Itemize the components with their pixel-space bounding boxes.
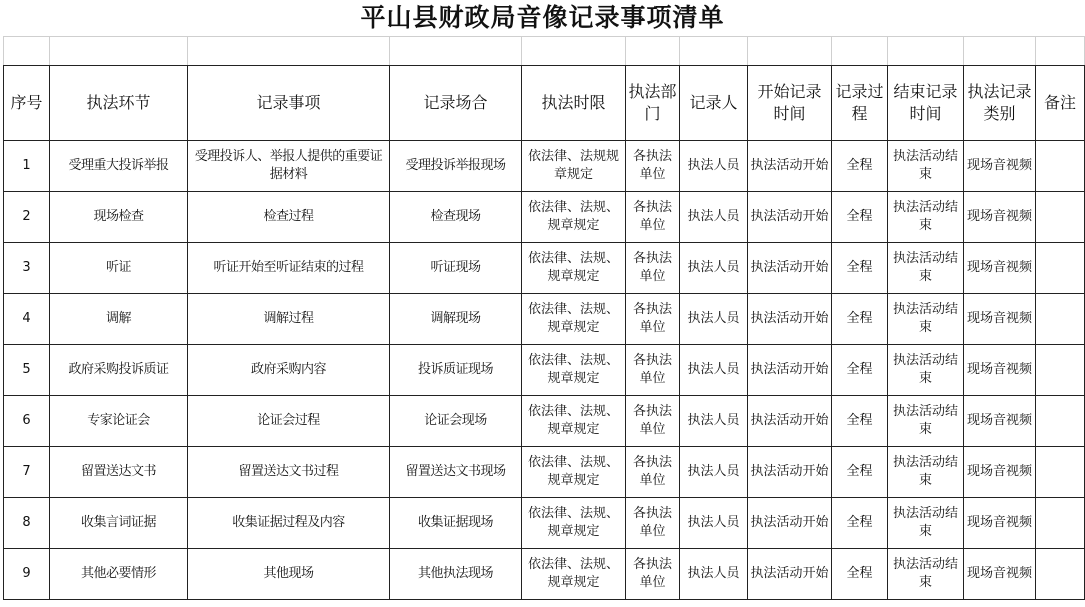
- cell-note: [1036, 498, 1085, 549]
- document-title: 平山县财政局音像记录事项清单: [360, 3, 725, 32]
- cell-place: 检查现场: [390, 192, 522, 243]
- cell-recorder: 执法人员: [680, 396, 748, 447]
- cell-start: 执法活动开始: [748, 294, 832, 345]
- header-stage: 执法环节: [50, 66, 188, 141]
- cell-process: 全程: [832, 396, 888, 447]
- cell-stage: 留置送达文书: [50, 447, 188, 498]
- header-row: [4, 66, 1085, 141]
- cell-item: 调解过程: [188, 294, 390, 345]
- cell-stage: 收集言词证据: [50, 498, 188, 549]
- cell-recorder: 执法人员: [680, 345, 748, 396]
- cell-start: 执法活动开始: [748, 447, 832, 498]
- cell-recorder: 执法人员: [680, 447, 748, 498]
- cell-note: [1036, 294, 1085, 345]
- blank-cell: [1036, 37, 1085, 66]
- cell-time-limit: 依法律、法规规章规定: [522, 141, 626, 192]
- cell-item: 论证会过程: [188, 396, 390, 447]
- cell-dept: 各执法单位: [626, 396, 680, 447]
- blank-cell: [626, 37, 680, 66]
- cell-process: 全程: [832, 243, 888, 294]
- blank-cell: [188, 37, 390, 66]
- cell-end: 执法活动结束: [888, 549, 964, 600]
- cell-process: 全程: [832, 141, 888, 192]
- header-start: 开始记录时间: [748, 66, 832, 141]
- table-row: [4, 141, 1085, 192]
- cell-stage: 听证: [50, 243, 188, 294]
- cell-time-limit: 依法律、法规、规章规定: [522, 345, 626, 396]
- cell-place: 其他执法现场: [390, 549, 522, 600]
- cell-dept: 各执法单位: [626, 294, 680, 345]
- blank-cell: [964, 37, 1036, 66]
- cell-end: 执法活动结束: [888, 447, 964, 498]
- cell-item: 检查过程: [188, 192, 390, 243]
- cell-process: 全程: [832, 345, 888, 396]
- table-row: [4, 192, 1085, 243]
- cell-seq: 6: [4, 396, 50, 447]
- table-row: [4, 294, 1085, 345]
- cell-stage: 政府采购投诉质证: [50, 345, 188, 396]
- cell-process: 全程: [832, 294, 888, 345]
- blank-cell: [680, 37, 748, 66]
- cell-start: 执法活动开始: [748, 141, 832, 192]
- cell-note: [1036, 345, 1085, 396]
- cell-recorder: 执法人员: [680, 243, 748, 294]
- blank-cell: [522, 37, 626, 66]
- cell-start: 执法活动开始: [748, 498, 832, 549]
- cell-start: 执法活动开始: [748, 549, 832, 600]
- cell-item: 政府采购内容: [188, 345, 390, 396]
- header-time-limit: 执法时限: [522, 66, 626, 141]
- cell-end: 执法活动结束: [888, 243, 964, 294]
- cell-recorder: 执法人员: [680, 294, 748, 345]
- cell-note: [1036, 141, 1085, 192]
- cell-place: 听证现场: [390, 243, 522, 294]
- blank-cell: [748, 37, 832, 66]
- cell-dept: 各执法单位: [626, 243, 680, 294]
- cell-start: 执法活动开始: [748, 345, 832, 396]
- cell-seq: 9: [4, 549, 50, 600]
- cell-seq: 5: [4, 345, 50, 396]
- cell-type: 现场音视频: [964, 498, 1036, 549]
- header-note: 备注: [1036, 66, 1085, 141]
- cell-dept: 各执法单位: [626, 447, 680, 498]
- cell-seq: 4: [4, 294, 50, 345]
- cell-type: 现场音视频: [964, 345, 1036, 396]
- cell-time-limit: 依法律、法规、规章规定: [522, 498, 626, 549]
- cell-time-limit: 依法律、法规、规章规定: [522, 243, 626, 294]
- record-list-table: [3, 36, 1085, 600]
- cell-item: 其他现场: [188, 549, 390, 600]
- cell-stage: 其他必要情形: [50, 549, 188, 600]
- cell-recorder: 执法人员: [680, 498, 748, 549]
- header-place: 记录场合: [390, 66, 522, 141]
- cell-seq: 1: [4, 141, 50, 192]
- cell-note: [1036, 447, 1085, 498]
- cell-process: 全程: [832, 192, 888, 243]
- cell-seq: 3: [4, 243, 50, 294]
- cell-time-limit: 依法律、法规、规章规定: [522, 549, 626, 600]
- cell-end: 执法活动结束: [888, 141, 964, 192]
- cell-seq: 2: [4, 192, 50, 243]
- cell-dept: 各执法单位: [626, 192, 680, 243]
- blank-spreadsheet-row: [4, 37, 1085, 66]
- cell-stage: 现场检查: [50, 192, 188, 243]
- blank-cell: [888, 37, 964, 66]
- cell-note: [1036, 243, 1085, 294]
- cell-dept: 各执法单位: [626, 498, 680, 549]
- cell-time-limit: 依法律、法规、规章规定: [522, 447, 626, 498]
- cell-item: 听证开始至听证结束的过程: [188, 243, 390, 294]
- cell-type: 现场音视频: [964, 243, 1036, 294]
- cell-type: 现场音视频: [964, 141, 1036, 192]
- cell-type: 现场音视频: [964, 447, 1036, 498]
- table-row: [4, 345, 1085, 396]
- cell-start: 执法活动开始: [748, 396, 832, 447]
- header-type: 执法记录类别: [964, 66, 1036, 141]
- cell-recorder: 执法人员: [680, 549, 748, 600]
- cell-note: [1036, 549, 1085, 600]
- cell-type: 现场音视频: [964, 294, 1036, 345]
- cell-recorder: 执法人员: [680, 192, 748, 243]
- cell-time-limit: 依法律、法规、规章规定: [522, 294, 626, 345]
- cell-process: 全程: [832, 498, 888, 549]
- table-row: [4, 549, 1085, 600]
- header-end: 结束记录时间: [888, 66, 964, 141]
- cell-stage: 受理重大投诉举报: [50, 141, 188, 192]
- header-seq: 序号: [4, 66, 50, 141]
- blank-cell: [390, 37, 522, 66]
- cell-time-limit: 依法律、法规、规章规定: [522, 396, 626, 447]
- cell-place: 论证会现场: [390, 396, 522, 447]
- blank-cell: [832, 37, 888, 66]
- cell-stage: 调解: [50, 294, 188, 345]
- cell-place: 调解现场: [390, 294, 522, 345]
- cell-end: 执法活动结束: [888, 498, 964, 549]
- cell-item: 收集证据过程及内容: [188, 498, 390, 549]
- cell-place: 投诉质证现场: [390, 345, 522, 396]
- cell-note: [1036, 192, 1085, 243]
- cell-dept: 各执法单位: [626, 141, 680, 192]
- cell-note: [1036, 396, 1085, 447]
- cell-type: 现场音视频: [964, 396, 1036, 447]
- cell-end: 执法活动结束: [888, 192, 964, 243]
- cell-start: 执法活动开始: [748, 192, 832, 243]
- cell-process: 全程: [832, 549, 888, 600]
- cell-seq: 7: [4, 447, 50, 498]
- cell-item: 留置送达文书过程: [188, 447, 390, 498]
- cell-process: 全程: [832, 447, 888, 498]
- cell-type: 现场音视频: [964, 549, 1036, 600]
- cell-place: 收集证据现场: [390, 498, 522, 549]
- header-dept: 执法部门: [626, 66, 680, 141]
- table-row: [4, 498, 1085, 549]
- table-row: [4, 396, 1085, 447]
- cell-end: 执法活动结束: [888, 345, 964, 396]
- cell-end: 执法活动结束: [888, 396, 964, 447]
- cell-dept: 各执法单位: [626, 345, 680, 396]
- cell-type: 现场音视频: [964, 192, 1036, 243]
- cell-seq: 8: [4, 498, 50, 549]
- cell-dept: 各执法单位: [626, 549, 680, 600]
- cell-time-limit: 依法律、法规、规章规定: [522, 192, 626, 243]
- table-row: [4, 243, 1085, 294]
- cell-start: 执法活动开始: [748, 243, 832, 294]
- cell-item: 受理投诉人、举报人提供的重要证据材料: [188, 141, 390, 192]
- cell-place: 受理投诉举报现场: [390, 141, 522, 192]
- blank-cell: [50, 37, 188, 66]
- cell-stage: 专家论证会: [50, 396, 188, 447]
- cell-recorder: 执法人员: [680, 141, 748, 192]
- blank-cell: [4, 37, 50, 66]
- cell-end: 执法活动结束: [888, 294, 964, 345]
- header-item: 记录事项: [188, 66, 390, 141]
- header-process: 记录过程: [832, 66, 888, 141]
- table-row: [4, 447, 1085, 498]
- cell-place: 留置送达文书现场: [390, 447, 522, 498]
- header-recorder: 记录人: [680, 66, 748, 141]
